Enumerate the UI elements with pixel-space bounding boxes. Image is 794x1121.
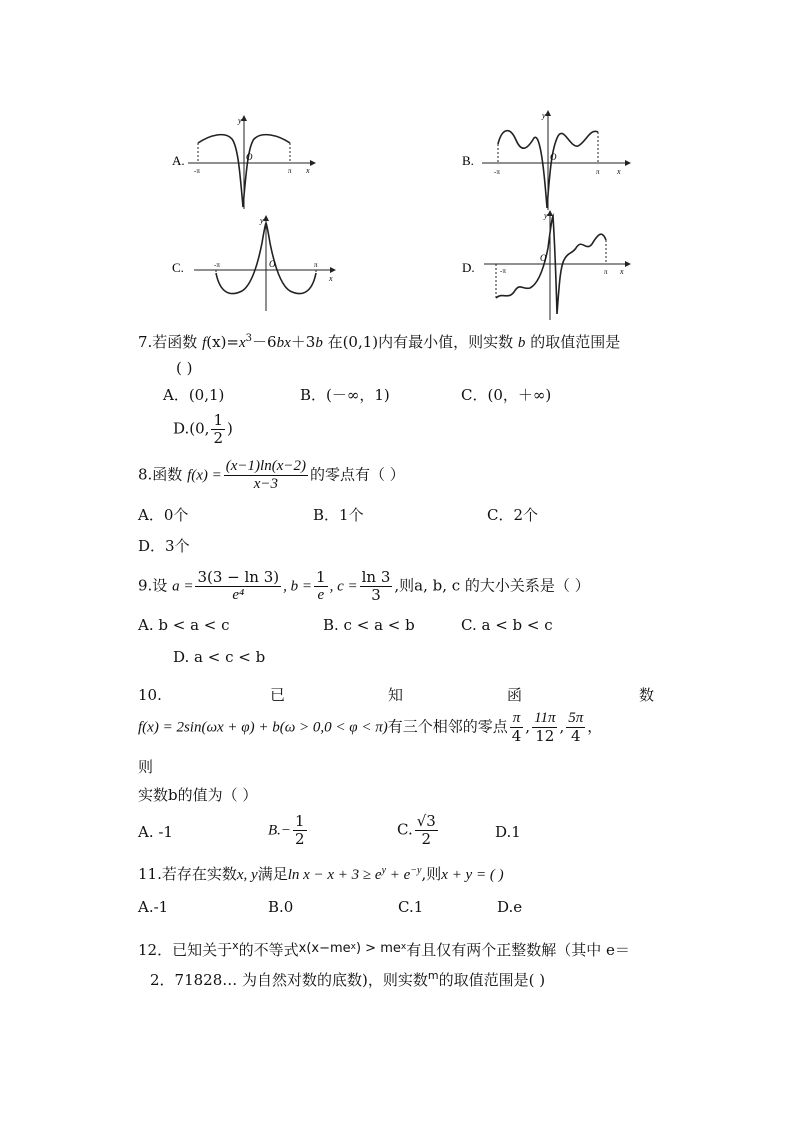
q12-text-e: 的取值范围是( ) [438, 971, 546, 989]
q10-z1-den: 4 [511, 727, 522, 745]
q7-d-post: ) [226, 419, 233, 438]
q10-mid: 有三个相邻的零点 [387, 717, 508, 736]
q10-c-num: √3 [416, 812, 436, 830]
figure-b-x: x [617, 167, 621, 176]
figure-c-label: C. [172, 260, 184, 275]
q12-text-d: 2．71828… 为自然对数的底数)，则实数 [150, 971, 428, 989]
q9-c-num: ln 3 [361, 568, 391, 586]
q9-option-a[interactable]: A. b < a < c [138, 616, 230, 634]
q10-then: 则 [138, 758, 154, 776]
figure-d-x: x [620, 267, 624, 276]
q7-d-pre: D.(0, [173, 419, 210, 438]
figure-c-x: x [329, 274, 333, 283]
q9-a-eq: a = [172, 578, 194, 595]
q10-word-3: 知 [388, 686, 404, 704]
figure-c-pi: π [314, 261, 318, 269]
q10-z3-den: 4 [571, 727, 581, 745]
q9-b-den: e [317, 587, 325, 603]
q10-c-den: 2 [421, 830, 432, 848]
q7-b1: b [276, 335, 285, 351]
q9-prefix: 9.设 [138, 576, 173, 595]
q7-stem [138, 329, 620, 353]
figure-b-neg-pi: -π [494, 168, 500, 176]
q8-option-a[interactable]: A．0个 [138, 506, 189, 524]
q8-stem [138, 458, 405, 493]
q12-text-a: 12．已知关于 [138, 941, 233, 959]
q10-option-b[interactable] [268, 813, 309, 848]
q7-minus: －6 [252, 333, 277, 351]
q10-comma: ， [587, 717, 603, 736]
q12-m: m [427, 969, 439, 982]
q7-d-num: 1 [213, 411, 223, 429]
q11-sum: x + y = ( ) [441, 867, 504, 883]
q9-c-den: 3 [371, 586, 381, 604]
figure-b-origin: O [550, 152, 557, 162]
q11-exp-neg-y: −y [410, 865, 422, 876]
q10-c-fraction [415, 813, 438, 848]
q9-c-fraction [360, 569, 393, 604]
q7-option-a[interactable]: A．(0,1) [163, 386, 225, 404]
q11-ineq: ln x − x + 3 ≥ e [287, 867, 382, 883]
q7-plus: ＋3 [290, 333, 316, 351]
q10-zero-3 [566, 710, 585, 745]
q7-f: f [202, 335, 207, 351]
q12-ineq: x(x−me [298, 941, 351, 956]
q7-option-b[interactable]: B．(－∞，1) [300, 386, 390, 404]
q8-lhs: f(x) = [187, 467, 222, 484]
figure-c-y: y [260, 216, 264, 225]
figure-option-c [170, 213, 340, 317]
q10-z2-den: 12 [535, 727, 555, 745]
q7-answer-paren: ( ) [176, 359, 193, 377]
figure-option-a [170, 113, 330, 217]
q10-word-1: 10. [138, 686, 162, 704]
q7-x2: x [284, 335, 291, 351]
q9-a-fraction [195, 569, 281, 604]
figure-a-x: x [306, 166, 310, 175]
q10-zero-2 [532, 710, 557, 745]
q11-option-d[interactable]: D.e [497, 898, 523, 916]
q7-prefix: 7.若函数 [138, 333, 203, 351]
q10-zero-1 [510, 710, 524, 745]
figure-d-neg-pi: -π [500, 267, 506, 275]
q12-x: x [232, 939, 239, 952]
q10-option-a[interactable]: A. -1 [138, 823, 173, 841]
q11-stem [138, 861, 504, 885]
q9-stem [138, 569, 590, 604]
q11-option-b[interactable]: B.0 [268, 898, 294, 916]
q11-vars: x, y [236, 867, 258, 883]
figure-a-label: A. [172, 153, 185, 168]
q12-text-b: 的不等式 [238, 941, 299, 959]
figure-d-y: y [544, 211, 548, 220]
q10-word-2: 已 [270, 686, 286, 704]
q8-option-b[interactable]: B．1个 [313, 506, 364, 524]
q8-num: (x−1)ln(x−2) [225, 458, 306, 474]
q8-den: x−3 [253, 476, 279, 492]
q7-mid: 在(0,1)内有最小值，则实数 [322, 333, 518, 351]
q10-option-d[interactable]: D.1 [495, 823, 521, 841]
q12-sup: x [350, 942, 356, 952]
q12-line-1 [138, 936, 630, 960]
q11-text-c: ,则 [421, 865, 442, 883]
figure-b-label: B. [462, 153, 474, 168]
q12-ineq-2: ) > me [355, 941, 401, 956]
q11-exp-y: y [381, 865, 387, 876]
q7-fx: (x)= [206, 333, 239, 351]
q8-tail: 的零点有（ ） [310, 465, 405, 484]
q7-d-fraction [211, 412, 225, 447]
q8-option-d[interactable]: D．3个 [138, 537, 190, 555]
figure-a-origin: O [246, 152, 253, 162]
q9-b-num: 1 [316, 568, 326, 586]
q7-tail: 的取值范围是 [525, 333, 621, 351]
q10-word-4: 函 [507, 686, 523, 704]
q9-option-b[interactable]: B. c < a < b [323, 616, 415, 634]
q10-b-num: 1 [295, 812, 305, 830]
q12-text-c: 有且仅有两个正整数解（其中 e＝ [406, 941, 630, 959]
figure-a-y: y [238, 116, 242, 125]
q12-sup-2: x [400, 942, 407, 952]
figure-c-origin: O [269, 259, 276, 269]
q10-z3-num: 5π [568, 710, 584, 726]
q7-option-d[interactable] [173, 412, 233, 447]
q7-b3: b [517, 335, 526, 351]
q10-b-pre: B.− [268, 822, 292, 839]
q9-b-fraction [314, 569, 328, 604]
q11-text-a: 11.若存在实数 [138, 865, 237, 883]
q8-prefix: 8.函数 [138, 465, 188, 484]
figure-d-origin: O [540, 253, 547, 263]
figure-b-y: y [542, 111, 546, 120]
q8-option-c[interactable]: C．2个 [487, 506, 539, 524]
q7-exp3: 3 [245, 333, 253, 344]
q7-option-c[interactable]: C．(0，＋∞) [461, 386, 552, 404]
figure-option-d [460, 208, 640, 327]
q10-z1-num: π [510, 710, 524, 728]
figure-a-pi: π [288, 167, 292, 175]
q10-formula-line: f(x) = 2sin(ωx + φ) + b(ω > 0,0 < φ < π)有三个相邻的零点 $\frac{\pi}{4}$ , $\frac{11\pi}{12}$ , $\frac{5\pi}{4}$ ， [138, 710, 603, 745]
q10-word-5: 数 [639, 686, 655, 704]
figure-c-neg-pi: -π [214, 261, 220, 269]
q10-z2-num: 11π [534, 710, 556, 726]
q12-line-2 [150, 966, 545, 990]
q11-option-a[interactable]: A.-1 [138, 898, 169, 916]
figure-d-label: D. [462, 260, 475, 275]
q11-plus: + e [386, 867, 411, 883]
q10-formula: f(x) = 2sin(ωx + φ) + b(ω > 0,0 < φ < π) [138, 719, 388, 736]
q8-fraction [224, 458, 308, 493]
q11-text-b: 满足 [257, 865, 288, 883]
figure-b-pi: π [596, 168, 600, 176]
q9-option-c[interactable]: C. a < b < c [461, 616, 553, 634]
q7-x: x [239, 335, 246, 351]
q9-a-den: e⁴ [232, 587, 245, 603]
q9-a-num: 3(3 − ln 3) [197, 568, 280, 586]
figure-a-neg-pi: -π [194, 167, 200, 175]
q7-b2: b [315, 335, 323, 351]
q9-tail: ,则a, b, c 的大小关系是（ ） [394, 576, 590, 595]
q10-option-c[interactable] [397, 813, 440, 848]
q9-option-d[interactable]: D. a < c < b [173, 648, 266, 666]
q11-option-c[interactable]: C.1 [398, 898, 424, 916]
q9-b-eq: , b = [283, 578, 313, 595]
q10-b-fraction [293, 813, 307, 848]
q9-c-eq: , c = [329, 578, 358, 595]
figure-option-b [460, 108, 640, 217]
q10-b-den: 2 [295, 830, 305, 848]
figure-d-pi: π [604, 268, 608, 276]
q10-ask: 实数b的值为（ ） [138, 786, 258, 804]
q10-c-pre: C. [397, 820, 413, 839]
q7-d-den: 2 [213, 429, 223, 447]
